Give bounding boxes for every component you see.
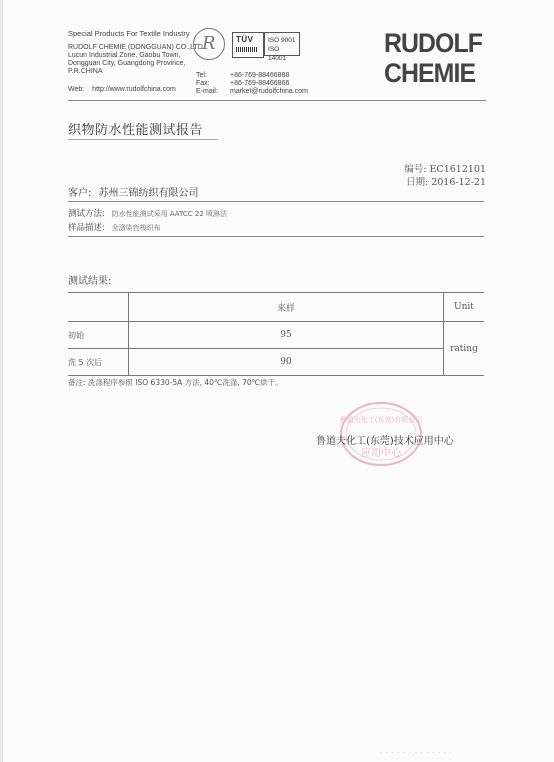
header-unit-cell: Unit [444,293,485,322]
registered-mark-icon: R [193,28,225,60]
address-line: Dongguan City, Guangdong Province, [68,60,186,67]
iso-14001-label: ISO 14001 [268,46,287,62]
svg-text:应用中心: 应用中心 [361,448,401,459]
customer-line [68,184,199,199]
row-label: 洗 5 次后 [68,349,129,376]
report-number-value: EC1612101 [429,164,486,175]
website-line [68,86,176,94]
report-date-label: 日期: [405,177,429,188]
page-edge [0,0,3,762]
customer-value: 苏州三锦纺织有限公司 [98,188,199,199]
iso-cert-badge [264,32,300,62]
contact-value: market@rudolfchina.com [230,88,308,95]
unit-value-cell: rating [444,322,485,376]
address-line: Lucun Industrial Zone, Gaobu Town, [68,52,181,59]
contact-row-email [196,88,308,96]
contact-label: Tel: [196,72,207,79]
title-underline [68,139,218,140]
report-number [404,161,486,175]
address-line: P.R.CHINA [68,68,103,75]
header-divider [68,100,486,101]
address-line: RUDOLF CHEMIE (DONGGUAN) CO.,LTD [68,44,203,51]
test-method-line [68,207,227,219]
contact-value: +86-769-88466888 [230,72,290,79]
row-label: 初始 [68,322,129,349]
contact-label: Fax: [196,80,210,87]
tuv-label: TÜV [236,35,254,44]
contact-label: E-mail: [196,88,218,95]
brand-line-2: CHEMIE [384,58,476,88]
results-label: 测试结果: [68,276,112,287]
contact-row-tel [196,72,308,80]
row-value: 90 [129,349,444,376]
customer-divider [68,201,484,202]
web-label: Web: [68,86,85,93]
tuv-cert-badge [232,32,264,58]
brand-logo [384,28,482,88]
scan-artifact: · · · · · · · · · · · · · [380,750,453,757]
iso-9001-label: ISO 9001 [268,37,296,44]
report-date-value: 2016-12-21 [431,177,486,188]
svg-text:鲁道夫化工(东莞)有限公司: 鲁道夫化工(东莞)有限公司 [339,416,423,424]
signoff-organization: 鲁道夫化工(东莞)技术应用中心 [316,436,454,447]
results-table [68,292,484,376]
row-value: 95 [129,322,444,349]
info-divider [68,236,484,237]
sample-label: 样品描述: [68,223,105,233]
test-method-label: 测试方法: [68,209,105,219]
report-title: 织物防水性能测试报告 [68,123,204,138]
test-method-value: 防水性能测试采用 AATCC 22 喷淋法 [111,210,228,218]
company-address [68,44,203,76]
brand-line-1: RUDOLF [384,28,482,58]
report-number-label: 编号: [404,164,427,175]
report-date [406,174,486,188]
contact-row-fax [196,80,308,88]
footnote: 备注: 洗涤程序参照 ISO 6330-5A 方法, 40℃洗涤, 70℃烘干。 [68,378,283,387]
table-header-row [68,293,484,322]
sample-value: 全涤染色梭织布 [111,224,161,232]
contact-block [196,72,308,96]
web-url: http://www.rudolfchina.com [92,86,176,93]
sample-line [68,221,161,233]
contact-value: +86-769-88466866 [230,80,290,87]
table-row [68,322,484,349]
header-empty-cell [68,293,129,322]
barcode-icon [236,47,258,52]
header-sample-cell: 来样 [129,293,444,322]
customer-label: 客户: [68,188,92,199]
letterhead-tagline: Special Products For Textile Industry [68,29,190,38]
table-row [68,349,484,376]
